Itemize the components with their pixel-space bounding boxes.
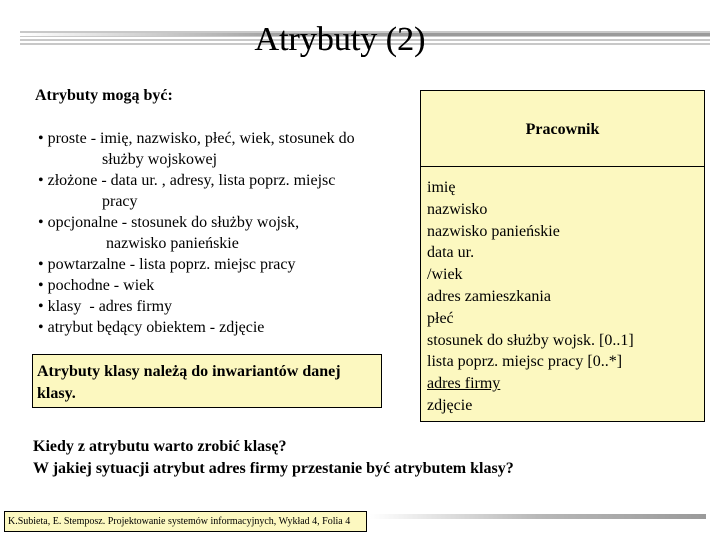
class-attribute: imię <box>427 179 456 196</box>
question-2: W jakiej sytuacji atrybut adres firmy przestanie być atrybutem klasy? <box>33 460 514 477</box>
class-attribute: lista poprz. miejsc pracy [0..*] <box>427 353 623 371</box>
class-attribute: stosunek do służby wojsk. [0..1] <box>427 331 634 349</box>
class-attribute: płeć <box>427 309 454 327</box>
class-attribute-class-typed <box>427 373 702 395</box>
bullet-item: • opcjonalne - stosunek do służby wojsk, <box>38 214 300 231</box>
footer-line <box>370 514 706 519</box>
class-attribute: nazwisko panieńskie <box>427 222 560 240</box>
bullet-item: • złożone - data ur. , adresy, lista poprz. miejsc <box>38 172 336 189</box>
invariant-note-box: Atrybuty klasy należą do inwariantów danej klasy. <box>32 354 382 408</box>
bullet-item: pracy <box>38 193 138 210</box>
class-attribute-list <box>427 177 702 417</box>
class-divider <box>421 166 704 167</box>
bullet-item: nazwisko panieńskie <box>38 235 239 252</box>
bullet-item: • proste - imię, nazwisko, płeć, wiek, stosunek do <box>38 130 355 147</box>
class-attribute: nazwisko <box>427 200 488 218</box>
class-attribute: adres zamieszkania <box>427 287 551 305</box>
bullet-item: • klasy - adres firmy <box>38 298 173 315</box>
questions <box>33 436 693 480</box>
class-box-pracownik <box>420 90 705 422</box>
footer-citation: K.Subieta, E. Stemposz. Projektowanie systemów informacyjnych, Wykład 4, Folia 4 <box>4 511 367 532</box>
class-attribute: data ur. <box>427 244 475 262</box>
page-title: Atrybuty (2) <box>254 21 426 58</box>
bullet-item: służby wojskowej <box>38 151 218 168</box>
bullet-item: • pochodne - wiek <box>38 277 155 294</box>
question-1: Kiedy z atrybutu warto zrobić klasę? <box>33 438 287 455</box>
class-attribute: /wiek <box>427 266 463 284</box>
class-attribute-label: adres firmy <box>427 375 501 393</box>
bullet-item: • powtarzalne - lista poprz. miejsc pracy <box>38 256 296 273</box>
class-name: Pracownik <box>525 121 600 138</box>
subtitle: Atrybuty mogą być: <box>35 87 173 104</box>
bullet-list <box>38 128 408 338</box>
class-attribute: zdjęcie <box>427 396 473 414</box>
bullet-item: • atrybut będący obiektem - zdjęcie <box>38 319 265 336</box>
